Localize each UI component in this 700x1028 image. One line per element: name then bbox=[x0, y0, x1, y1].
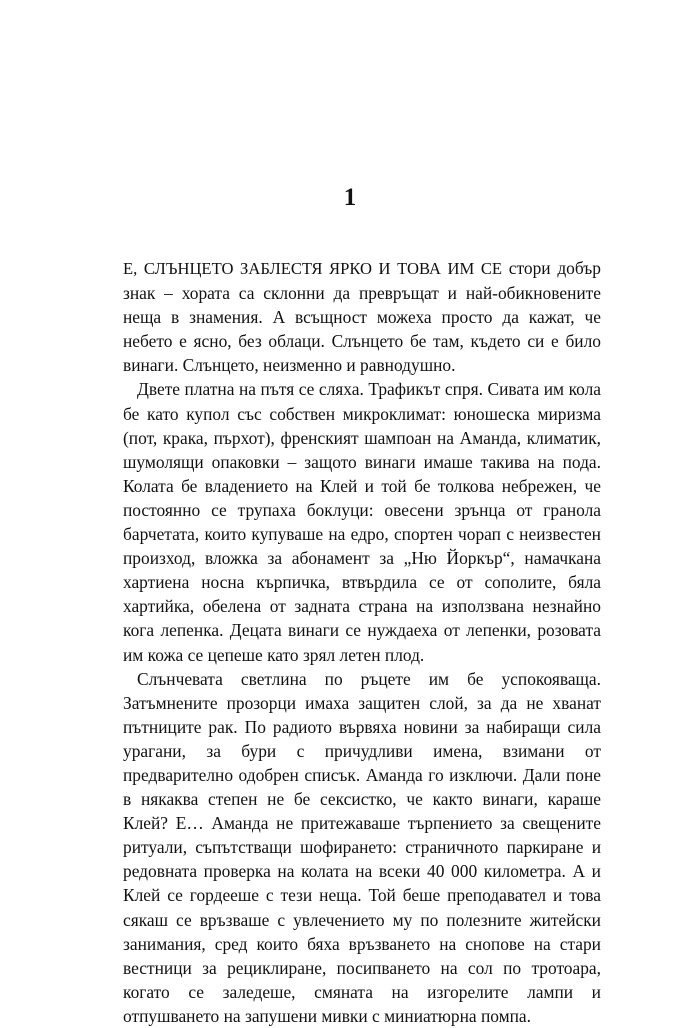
paragraph-3: Слънчевата светлина по ръцете им бе успокояваща. Затъмнените прозорци имаха защитен слой, за да не хванат пътниците рак. По радиото вървяха новини за набиращи сила урагани, за бури с причудливи имена, взимани от предварително одобрен списък. Аманда го изключи. Дали поне в някаква степен не бе сексистко, че както винаги, караше Клей? Е… Аманда не притежаваше търпението за свещените ритуали, съпътстващи шофирането: страничното паркиране и редовната проверка на колата на всеки 40 000 километра. А и Клей се гордееше с тези неща. Той беше преподавател и това сякаш се връзваше с увлечението му по полезните житейски занимания, сред които бяха връзването на снопове на стари вестници за рециклиране, посипването на сол по тротоара, когато се заледеше, смяната на изгорелите лампи и отпушването на запушени мивки с миниатюрна помпа. bbox=[123, 668, 601, 1026]
chapter-number: 1 bbox=[343, 184, 357, 211]
opening-caps: Е, СЛЪНЦЕТО ЗАБЛЕСТЯ ЯРКО И ТОВА ИМ СЕ bbox=[123, 259, 503, 278]
paragraph-2: Двете платна на пътя се сляха. Трафикът спря. Сивата им кола бе като купол със собствен микроклимат: юношеска миризма (пот, крака, пърхот), френският шампоан на Аманда, климатик, шумолящи опаковки – защото винаги имаше такива на пода. Колата бе владението на Клей и той бе толкова небрежен, че постоянно се трупаха боклуци: овесени зрънца от гранола барчетата, които купуваше на едро, спортен чорап с неизвестен произход, вложка за абонамент за „Ню Йоркър“, намачкана хартиена носна кърпичка, втвърдила се от сополите, бяла хартийка, обелена от задната страна на използвана незнайно кога лепенка. Децата винаги се нуждаеха от лепенки, розовата им кожа се цепеше като зрял летен плод. bbox=[123, 379, 601, 665]
paragraph-1-text: стори добър знак – хората са склонни да превръщат и най-обикновените неща в знамения. А всъщност можеха просто да кажат, че небето е ясно, без облаци. Слънцето бе там, където си е било винаги. Слънцето, неизменно и равнодушно. bbox=[123, 258, 601, 376]
paragraph-1 bbox=[123, 256, 601, 377]
chapter-text bbox=[123, 256, 601, 1028]
